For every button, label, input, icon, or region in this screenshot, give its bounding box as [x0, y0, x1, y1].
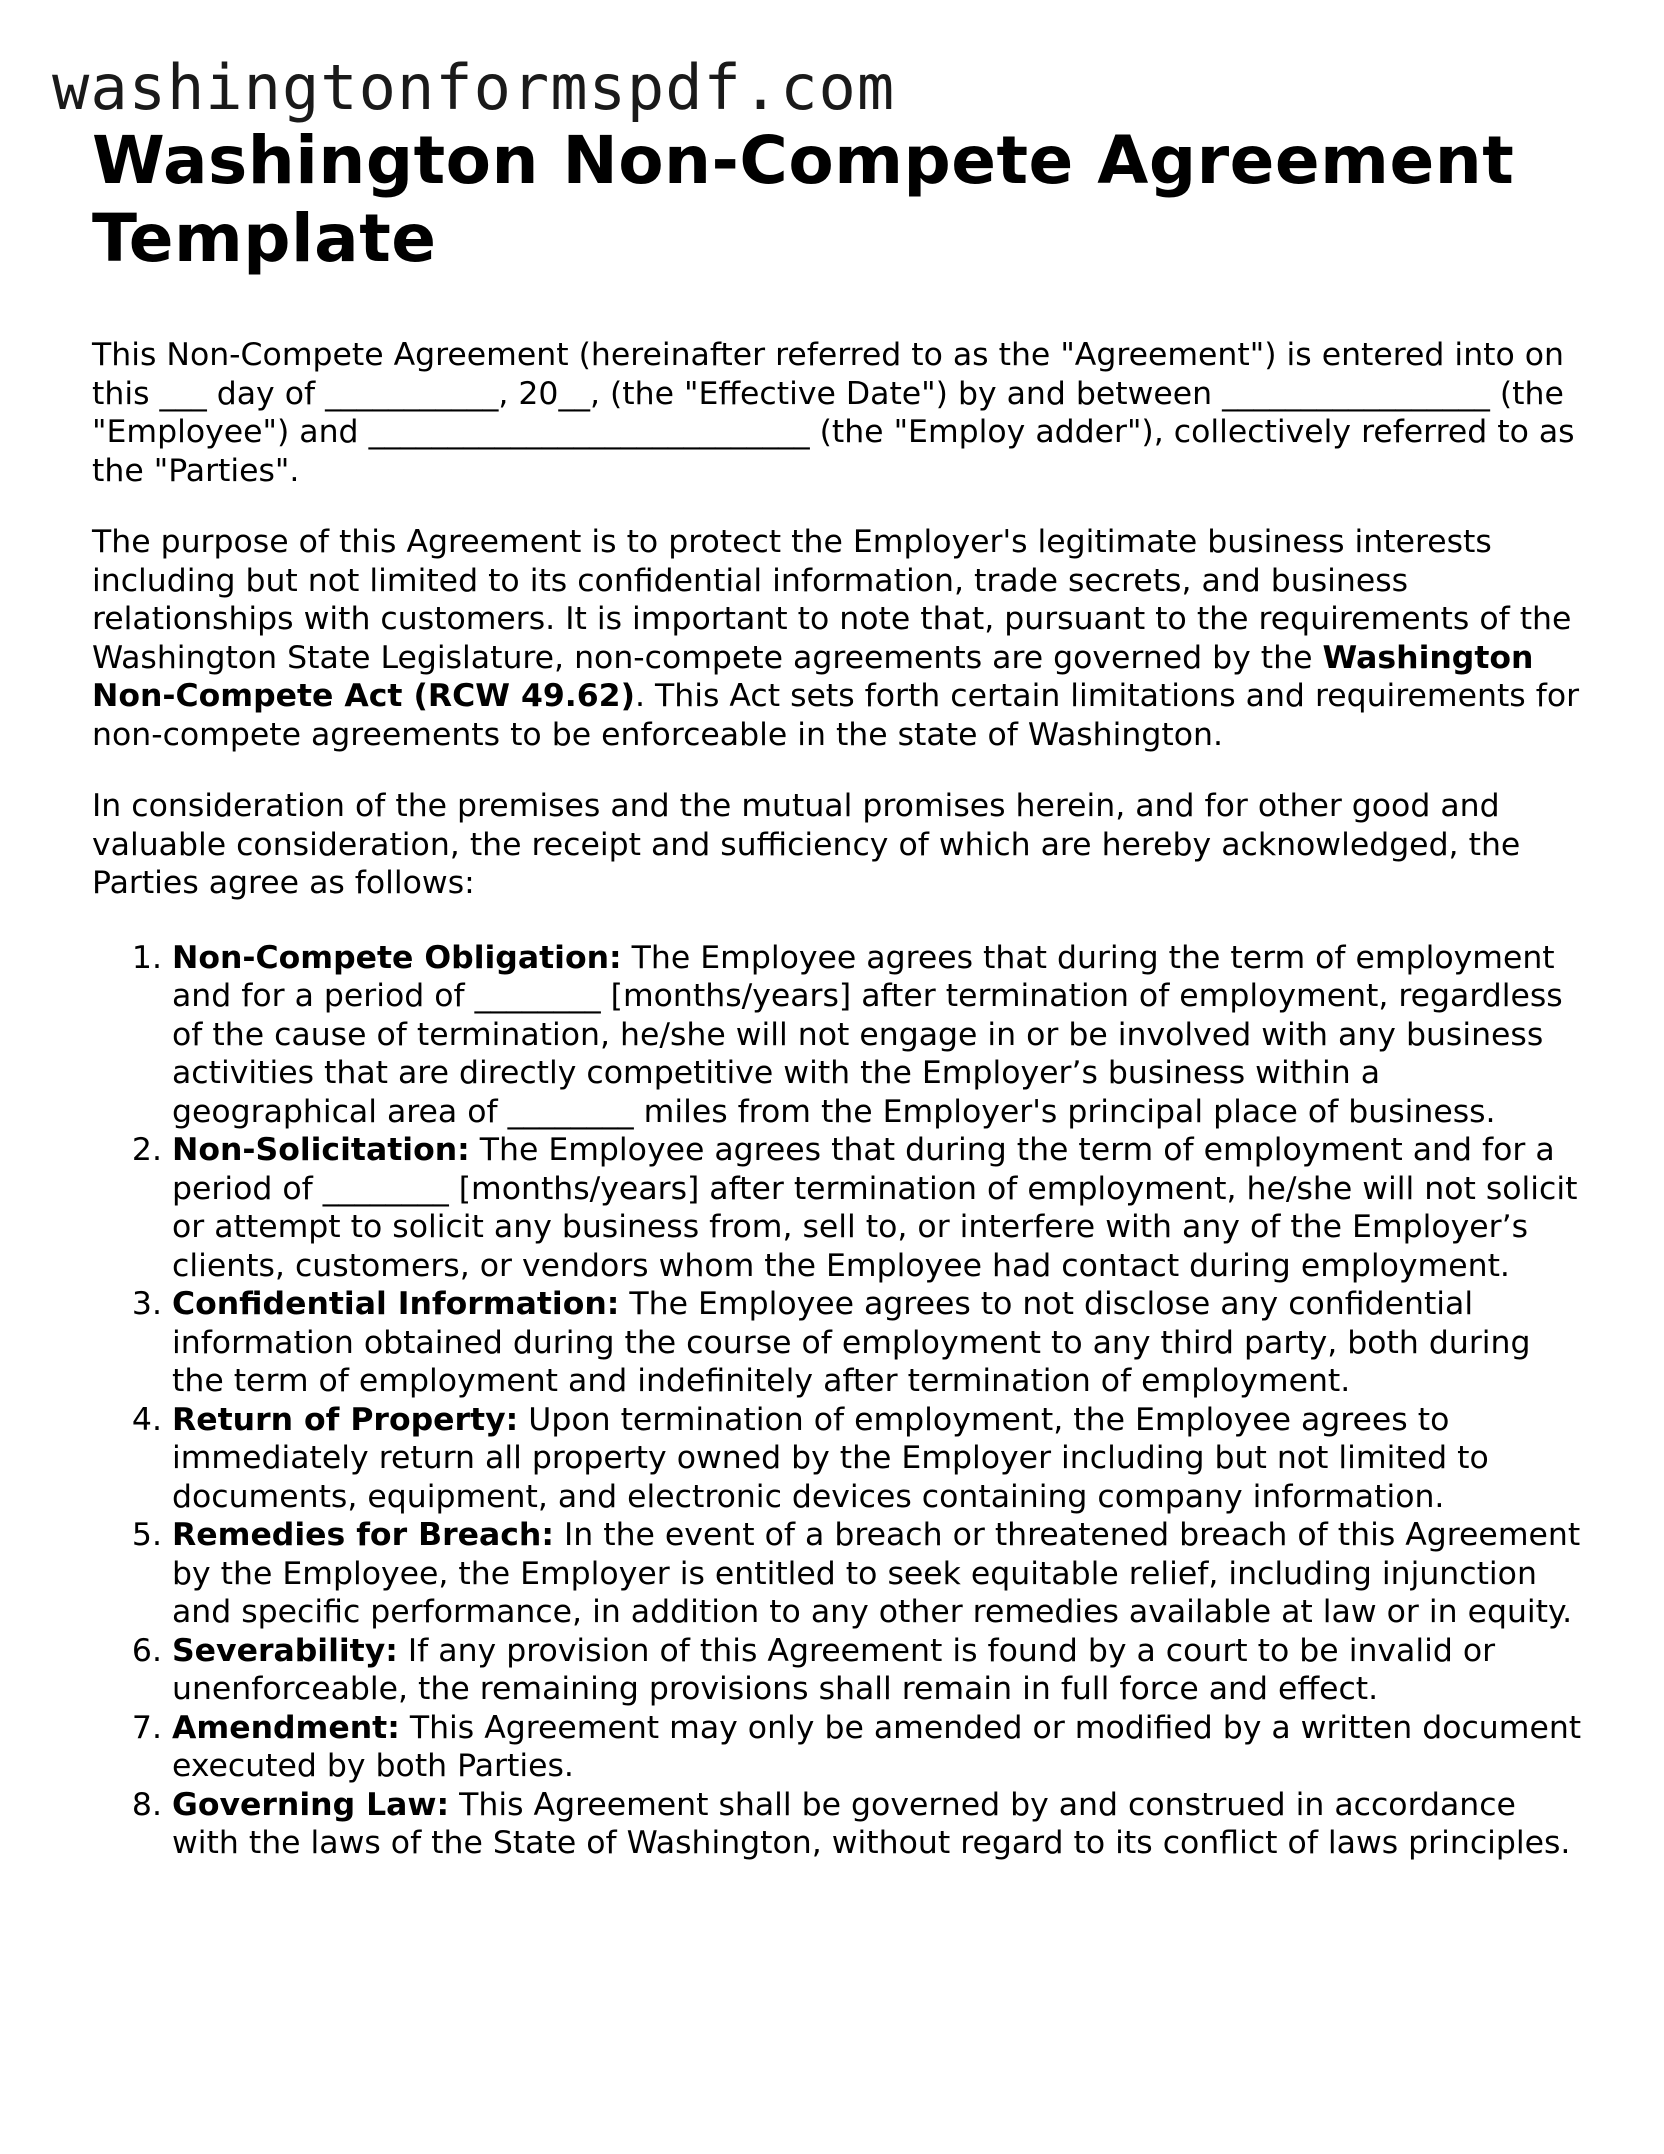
- clause-item: [172, 939, 1592, 1132]
- purpose-act-reference: Washington Non-Compete Act (RCW 49.62): [92, 639, 1534, 714]
- clause-heading: Confidential Information:: [172, 1286, 620, 1322]
- clause-heading: Return of Property:: [172, 1401, 519, 1438]
- clause-heading: Governing Law:: [172, 1786, 450, 1823]
- purpose-text-before: The purpose of this Agreement is to protect the Employer's legitimate business interests including but not limited to its confidential information, trade secrets, and business relationships with customers. It is important to note that, pursuant to the requirements of the Washington State Legislature, non-compete agreements are governed by the: [92, 524, 1572, 676]
- clauses-list: [92, 939, 1592, 1863]
- purpose-paragraph: [92, 523, 1592, 754]
- clause-item: [172, 1516, 1592, 1632]
- purpose-text-after: . This Act sets forth certain limitations and requirements for non-compete agreements to be enforceable in the state of Washington.: [92, 678, 1580, 753]
- clause-item: [172, 1131, 1592, 1285]
- clause-text: Upon termination of employment, the Employee agrees to immediately return all property owned by the Employer including but not limited to documents, equipment, and electronic devices containing company information.: [172, 1401, 1489, 1515]
- clause-item: [172, 1285, 1592, 1401]
- clause-text: The Employee agrees that during the term of employment and for a period of ________ [months/years] after termination of employment, he/she will not solicit or attempt to solicit any business from, sell to, or interfere with any of the Employer’s clients, customers, or vendors whom the Employee had contact during employment.: [172, 1132, 1578, 1284]
- site-watermark: washingtonformspdf.com: [52, 51, 896, 124]
- clause-text: This Agreement may only be amended or modified by a written document executed by both Parties.: [172, 1709, 1582, 1784]
- clause-heading: Non-Solicitation:: [172, 1132, 470, 1168]
- clause-text: This Agreement shall be governed by and construed in accordance with the laws of the State of Washington, without regard to its conflict of laws principles.: [172, 1786, 1571, 1861]
- clause-item: [172, 1786, 1592, 1863]
- clause-item: [172, 1709, 1592, 1786]
- document-title: Washington Non-Compete Agreement Template: [92, 122, 1515, 277]
- clause-item: [172, 1401, 1592, 1517]
- intro-paragraph: This Non-Compete Agreement (hereinafter referred to as the "Agreement") is entered into on this ___ day of ___________, 20__, (the "Effective Date") by and between _________________ (the "Employee") and ____________________________ (the "Employ adder"), collectively referred to as the "Parties".: [92, 337, 1575, 489]
- clause-text: If any provision of this Agreement is found by a court to be invalid or unenforceable, the remaining provisions shall remain in full force and effect.: [172, 1632, 1496, 1707]
- document-page: [92, 122, 1592, 1863]
- clause-heading: Severability:: [172, 1632, 398, 1669]
- clause-text: The Employee agrees that during the term of employment and for a period of ________ [months/years] after termination of employment, regardless of the cause of termination, he/she will not engage in or be involved with any business activities that are directly competitive with the Employer’s business within a geographical area of ________ miles from the Employer's principal place of business.: [172, 939, 1563, 1130]
- clause-text: In the event of a breach or threatened breach of this Agreement by the Employee, the Employer is entitled to seek equitable relief, including injunction and specific performance, in addition to any other remedies available at law or in equity.: [172, 1517, 1581, 1630]
- clause-heading: Amendment:: [172, 1709, 400, 1746]
- clause-item: [172, 1632, 1592, 1709]
- consideration-paragraph: In consideration of the premises and the mutual promises herein, and for other good and valuable consideration, the receipt and sufficiency of which are hereby acknowledged, the Parties agree as follows:: [92, 788, 1521, 901]
- clause-text: The Employee agrees to not disclose any confidential information obtained during the course of employment to any third party, both during the term of employment and indefinitely after termination of employment.: [172, 1286, 1531, 1399]
- clause-heading: Non-Compete Obligation:: [172, 939, 622, 976]
- clause-heading: Remedies for Breach:: [172, 1517, 554, 1553]
